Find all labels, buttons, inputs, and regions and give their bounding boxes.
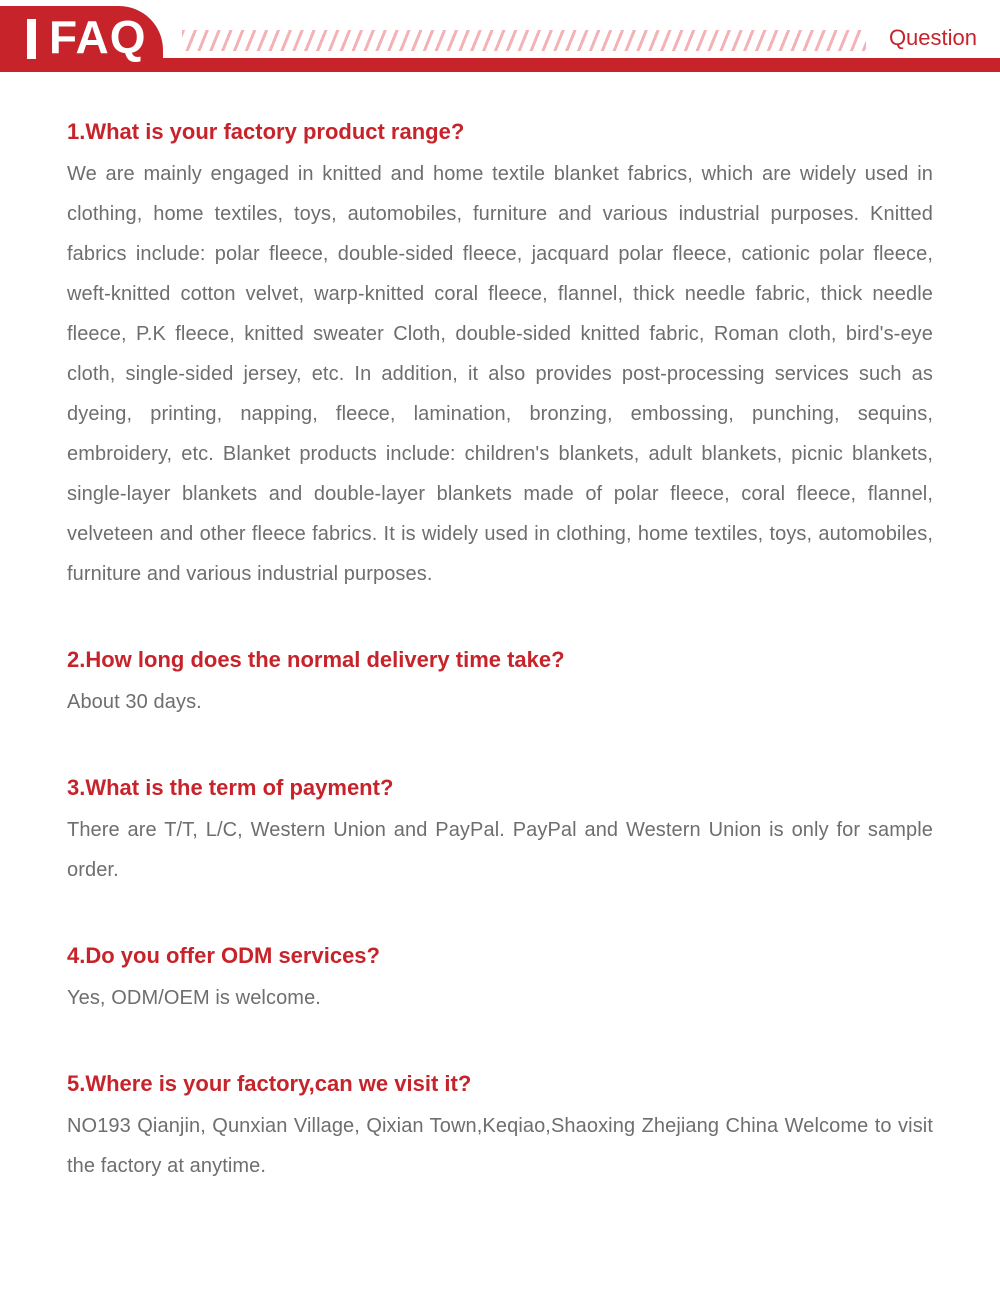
faq-item bbox=[67, 942, 933, 1018]
faq-question: 2.How long does the normal delivery time take? bbox=[67, 647, 565, 672]
faq-question: 5.Where is your factory,can we visit it? bbox=[67, 1071, 472, 1096]
faq-answer: We are mainly engaged in knitted and home textile blanket fabrics, which are widely used in clothing, home textiles, toys, automobiles, furniture and various industrial purposes. Knitted fabrics include: polar fleece, double-sided fleece, jacquard polar fleece, cationic polar fleece, weft-knitted cotton velvet, warp-knitted coral fleece, flannel, thick needle fabric, thick needle fleece, P.K fleece, knitted sweater Cloth, double-sided knitted fabric, Roman cloth, bird's-eye cloth, single-sided jersey, etc. In addition, it also provides post-processing services such as dyeing, printing, napping, fleece, lamination, bronzing, embossing, punching, sequins, embroidery, etc. Blanket products include: children's blankets, adult blankets, picnic blankets, single-layer blankets and double-layer blankets made of polar fleece, coral fleece, flannel, velveteen and other fleece fabrics. It is widely used in clothing, home textiles, toys, automobiles, furniture and various industrial purposes. bbox=[67, 163, 933, 585]
badge-tick-mark bbox=[27, 19, 36, 59]
faq-answer: Yes, ODM/OEM is welcome. bbox=[67, 987, 321, 1009]
faq-badge bbox=[0, 6, 163, 72]
faq-item bbox=[67, 118, 933, 594]
faq-item bbox=[67, 1070, 933, 1186]
faq-answer: About 30 days. bbox=[67, 691, 202, 713]
faq-answer: NO193 Qianjin, Qunxian Village, Qixian Town,Keqiao,Shaoxing Zhejiang China Welcome to visit the factory at anytime. bbox=[67, 1115, 933, 1177]
diagonal-stripes-decoration bbox=[182, 30, 866, 51]
faq-content bbox=[0, 72, 1000, 1244]
faq-question: 4.Do you offer ODM services? bbox=[67, 943, 380, 968]
faq-item bbox=[67, 646, 933, 722]
faq-answer: There are T/T, L/C, Western Union and PayPal. PayPal and Western Union is only for sample order. bbox=[67, 819, 933, 881]
faq-question: 1.What is your factory product range? bbox=[67, 119, 465, 144]
faq-item bbox=[67, 774, 933, 890]
faq-question: 3.What is the term of payment? bbox=[67, 775, 394, 800]
faq-badge-label: FAQ bbox=[49, 11, 147, 63]
faq-section-header bbox=[0, 0, 1000, 72]
question-label: Question bbox=[888, 25, 977, 50]
